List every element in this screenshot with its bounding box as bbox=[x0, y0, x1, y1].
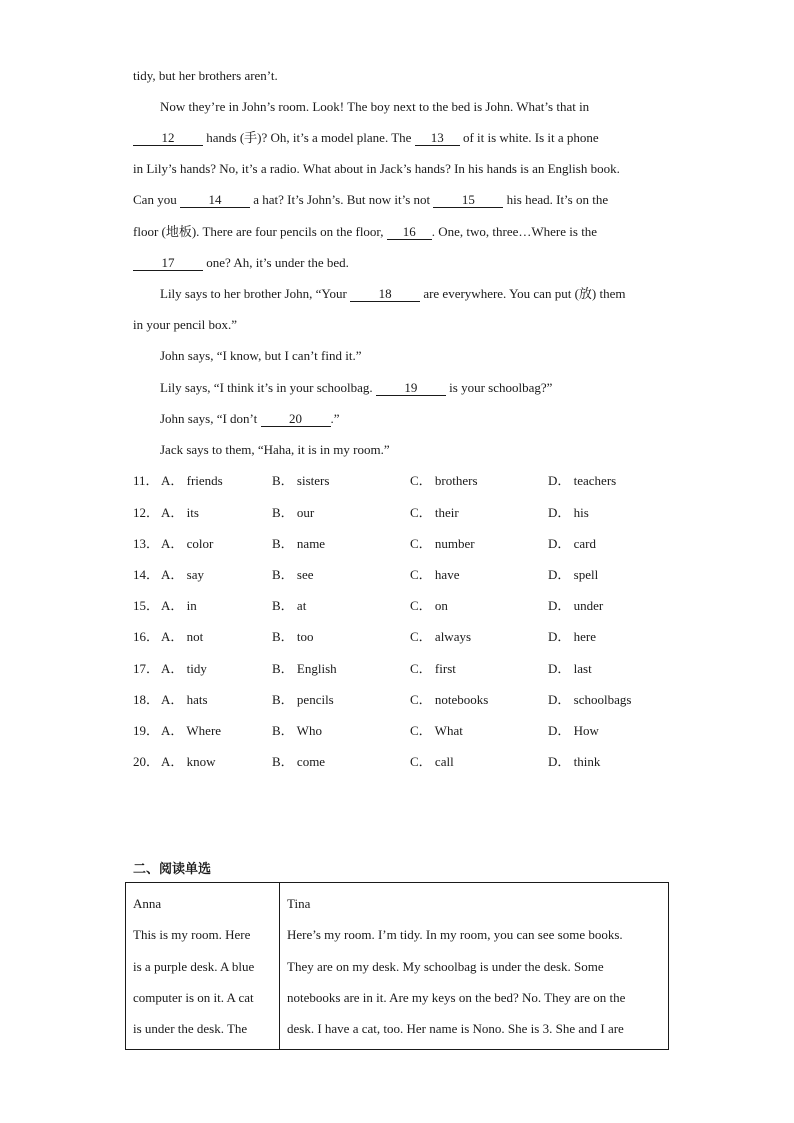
passage-line bbox=[133, 224, 597, 240]
option-d[interactable]: D． last bbox=[548, 661, 592, 676]
passage-text: John says, “I don’t bbox=[160, 411, 258, 426]
tina-line: notebooks are in it. Are my keys on the bed? No. They are on the bbox=[287, 990, 626, 1005]
option-b[interactable]: B． too bbox=[272, 629, 314, 644]
passage-line: in your pencil box.” bbox=[133, 317, 237, 332]
blank-13[interactable]: 13 bbox=[415, 131, 460, 146]
passage-text: his head. It’s on the bbox=[506, 192, 609, 207]
passage-text: floor (地板). There are four pencils on the floor, bbox=[133, 224, 384, 239]
passage-line: tidy, but her brothers aren’t. bbox=[133, 68, 278, 83]
question-number: 13． bbox=[133, 536, 160, 551]
tina-line: desk. I have a cat, too. Her name is Nono. She is 3. She and I are bbox=[287, 1021, 624, 1036]
passage-text: of it is white. Is it a phone bbox=[462, 130, 599, 145]
passage-text: is your schoolbag?” bbox=[449, 380, 553, 395]
option-c[interactable]: C． brothers bbox=[410, 473, 478, 488]
question-number: 19． bbox=[133, 723, 160, 738]
tina-name: Tina bbox=[287, 896, 311, 911]
anna-name: Anna bbox=[133, 896, 162, 911]
option-d[interactable]: D． card bbox=[548, 536, 597, 551]
option-c[interactable]: C． their bbox=[410, 505, 459, 520]
option-c[interactable]: C． on bbox=[410, 598, 448, 613]
passage-line bbox=[160, 380, 552, 396]
option-a[interactable]: A． know bbox=[161, 754, 216, 769]
passage-line bbox=[160, 286, 625, 302]
passage-text: are everywhere. You can put (放) them bbox=[423, 286, 626, 301]
blank-15[interactable]: 15 bbox=[433, 193, 503, 208]
option-d[interactable]: D． think bbox=[548, 754, 601, 769]
passage-line bbox=[133, 192, 608, 208]
passage-line bbox=[160, 411, 340, 427]
passage-text: hands (手)? Oh, it’s a model plane. The bbox=[206, 130, 412, 145]
anna-line: computer is on it. A cat bbox=[133, 990, 254, 1005]
option-d[interactable]: D． under bbox=[548, 598, 604, 613]
option-d[interactable]: D． spell bbox=[548, 567, 599, 582]
question-number: 12． bbox=[133, 505, 160, 520]
reading-table bbox=[125, 882, 669, 1050]
option-c[interactable]: C． always bbox=[410, 629, 472, 644]
question-number: 18． bbox=[133, 692, 160, 707]
option-c[interactable]: C． call bbox=[410, 754, 454, 769]
tina-cell bbox=[280, 883, 669, 1050]
blank-17[interactable]: 17 bbox=[133, 256, 203, 271]
blank-20[interactable]: 20 bbox=[261, 412, 331, 427]
passage-text: Can you bbox=[133, 192, 177, 207]
question-number: 11． bbox=[133, 473, 159, 488]
question-number: 17． bbox=[133, 661, 160, 676]
passage-line: Now they’re in John’s room. Look! The boy next to the bed is John. What’s that in bbox=[160, 99, 590, 114]
option-b[interactable]: B． at bbox=[272, 598, 307, 613]
option-a[interactable]: A． friends bbox=[161, 473, 223, 488]
passage-text: Lily says, “I think it’s in your schoolbag. bbox=[160, 380, 373, 395]
question-number: 20． bbox=[133, 754, 160, 769]
option-b[interactable]: B． name bbox=[272, 536, 326, 551]
tina-line: They are on my desk. My schoolbag is under the desk. Some bbox=[287, 959, 604, 974]
passage-text: Lily says to her brother John, “Your bbox=[160, 286, 347, 301]
passage-line: in Lily’s hands? No, it’s a radio. What about in Jack’s hands? In his hands is an English book. bbox=[133, 161, 620, 176]
question-number: 15． bbox=[133, 598, 160, 613]
option-c[interactable]: C． number bbox=[410, 536, 475, 551]
anna-line: is a purple desk. A blue bbox=[133, 959, 255, 974]
option-a[interactable]: A． hats bbox=[161, 692, 208, 707]
option-b[interactable]: B． pencils bbox=[272, 692, 334, 707]
option-c[interactable]: C． notebooks bbox=[410, 692, 489, 707]
passage-line bbox=[133, 130, 599, 146]
option-b[interactable]: B． English bbox=[272, 661, 337, 676]
section-title: 二、阅读单选 bbox=[133, 862, 212, 877]
passage-line: Jack says to them, “Haha, it is in my room.” bbox=[160, 442, 390, 457]
blank-19[interactable]: 19 bbox=[376, 381, 446, 396]
question-number: 16． bbox=[133, 629, 160, 644]
passage-line bbox=[133, 255, 349, 271]
passage-line: John says, “I know, but I can’t find it.” bbox=[160, 348, 362, 363]
blank-14[interactable]: 14 bbox=[180, 193, 250, 208]
option-b[interactable]: B． see bbox=[272, 567, 314, 582]
passage-text: a hat? It’s John’s. But now it’s not bbox=[253, 192, 431, 207]
anna-line: This is my room. Here bbox=[133, 927, 251, 942]
blank-16[interactable]: 16 bbox=[387, 225, 432, 240]
passage-text: .” bbox=[330, 411, 340, 426]
option-a[interactable]: A． say bbox=[161, 567, 204, 582]
option-b[interactable]: B． Who bbox=[272, 723, 322, 738]
option-b[interactable]: B． sisters bbox=[272, 473, 330, 488]
blank-18[interactable]: 18 bbox=[350, 287, 420, 302]
option-c[interactable]: C． have bbox=[410, 567, 460, 582]
passage-text: one? Ah, it’s under the bed. bbox=[206, 255, 349, 270]
option-d[interactable]: D． here bbox=[548, 629, 597, 644]
anna-cell bbox=[126, 883, 280, 1050]
option-d[interactable]: D． teachers bbox=[548, 473, 617, 488]
option-c[interactable]: C． first bbox=[410, 661, 456, 676]
option-d[interactable]: D． his bbox=[548, 505, 589, 520]
blank-12[interactable]: 12 bbox=[133, 131, 203, 146]
question-number: 14． bbox=[133, 567, 160, 582]
option-a[interactable]: A． Where bbox=[161, 723, 222, 738]
option-a[interactable]: A． color bbox=[161, 536, 214, 551]
option-a[interactable]: A． in bbox=[161, 598, 197, 613]
option-a[interactable]: A． its bbox=[161, 505, 199, 520]
option-a[interactable]: A． not bbox=[161, 629, 204, 644]
option-b[interactable]: B． come bbox=[272, 754, 326, 769]
option-c[interactable]: C． What bbox=[410, 723, 463, 738]
option-a[interactable]: A． tidy bbox=[161, 661, 207, 676]
passage-text: . One, two, three…Where is the bbox=[431, 224, 598, 239]
anna-line: is under the desk. The bbox=[133, 1021, 248, 1036]
tina-line: Here’s my room. I’m tidy. In my room, you can see some books. bbox=[287, 927, 623, 942]
option-b[interactable]: B． our bbox=[272, 505, 315, 520]
option-d[interactable]: D． schoolbags bbox=[548, 692, 632, 707]
option-d[interactable]: D． How bbox=[548, 723, 599, 738]
